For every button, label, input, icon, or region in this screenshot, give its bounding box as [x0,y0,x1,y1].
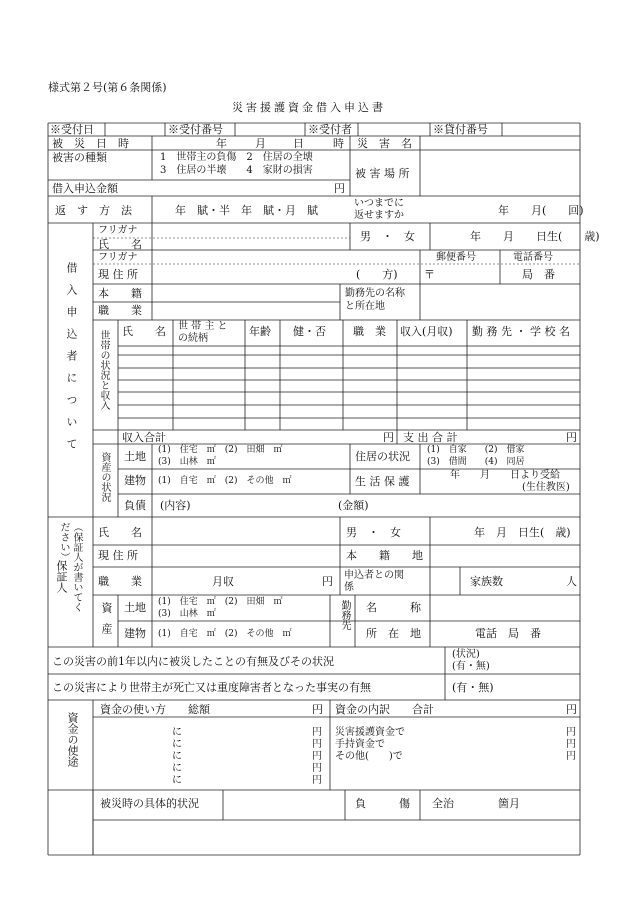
page-title: 災害援護資金借入申込書 [232,101,386,114]
condition-label: 被災時の具体的状況 [100,797,199,810]
applicant-section-label: 借入申込者について [65,262,78,460]
income-total-label: 収入合計 [122,431,166,444]
household-col-workplace: 勤 務 先 ・ 学 校 名 [472,325,570,338]
building-label: 建物 [124,474,146,487]
postal-label: 郵便番号 [436,252,476,263]
death-yesno: (有・無) [452,681,494,694]
household-col-name: 氏 名 [122,325,166,338]
guarantor-work-place-label: 所 在 地 [366,627,421,640]
debt-content: (内容) [160,499,191,512]
people-unit: 人 [566,575,577,588]
land-option: (3) 山林 ㎡ [158,457,216,467]
repay-options: 年 賦・半 年 賦・月 賦 [175,204,318,217]
household-col-income: 収入(月収) [400,325,453,338]
guarantor-honseki-label: 本 籍 地 [346,549,423,562]
address-furigana-label: フリガナ [98,252,138,263]
usage-ni: に [172,739,182,750]
loan-amount-label: 借入申込金額 [52,182,118,195]
guarantor-section-label: （保証人が書いてく [71,522,82,612]
assets-section-label: 資産の状況 [99,452,110,502]
guarantor-assets-label: 資産 [100,602,113,644]
guarantor-work-label: 勤務先 [339,600,350,630]
yen-unit: 円 [566,727,576,738]
yen-unit: 円 [312,775,322,786]
yen-unit: 円 [312,739,322,750]
welfare-value: 年 月 日より受給 [450,470,560,481]
household-col-health: 健・否 [293,325,326,338]
guarantor-gender: 男 ・ 女 [346,526,401,539]
yen-unit: 円 [566,703,577,716]
damage-type-option: 1 世帯主の負傷 2 住居の全壊 [160,152,313,163]
disaster-name-label: 災 害 名 [357,137,412,150]
yen-unit: 円 [383,431,394,444]
received-date-label: ※受付日 [50,123,94,136]
household-col-age: 年齢 [249,325,271,338]
prior-status-label: (状況) [452,649,480,660]
form-id: 様式第２号(第６条関係) [48,81,167,94]
receiver-label: ※受付者 [308,123,352,136]
repay-when-value: 年 月( 回) [498,204,584,217]
address-side: ( 方) [356,268,398,281]
yen-unit: 円 [312,751,322,762]
household-col-job: 職 業 [353,325,386,338]
applicant-furigana-label: フリガナ [98,225,138,236]
usage-how-label: 資金の使い方 総額 [100,703,210,716]
repay-when-label: いつまでに [354,198,404,209]
welfare-type: (生住教医) [522,482,570,493]
guarantor-phone-label: 電話 局 番 [475,627,541,640]
usage-ni: に [172,763,182,774]
guarantor-land-option: (1) 住宅 ㎡ (2) 田畑 ㎡ [158,597,283,607]
yen-unit: 円 [312,727,322,738]
household-col-relation: 世 帯 主 と [178,321,228,332]
household-section-label: 世帯の状況と収入 [98,330,109,410]
honseki-label: 本 籍 [98,287,142,300]
prior-yesno: (有・無) [452,661,490,672]
disaster-datetime-label: 被 災 日 時 [52,137,129,150]
yen-unit: 円 [322,575,333,588]
received-no-label: ※受付番号 [168,123,223,136]
postal-mark: 〒 [424,268,435,281]
guarantor-address-label: 現 住 所 [98,549,138,562]
guarantor-monthly-label: 月収 [212,575,234,588]
debt-amount: (金額) [338,499,369,512]
repay-when-label: 返せますか [354,210,404,221]
damage-type-option: 3 住居の半壊 4 家財の損害 [160,165,313,176]
housing-status-label: 住居の状況 [355,450,410,463]
usage-source: 手持資金で [335,739,385,750]
family-count-label: 家族数 [470,575,503,588]
land-option: (1) 住宅 ㎡ (2) 田畑 ㎡ [158,445,283,455]
guarantor-birth: 年 月 日生( 歳) [474,526,571,539]
workplace-label: と所在地 [345,301,385,312]
death-label: この災害により世帯主が死亡又は重度障害者となった事実の有無 [52,681,371,694]
housing-option: (1) 自家 (2) 借家 [427,445,525,455]
hour-label: 時 [333,137,344,150]
repay-method-label: 返 す 方 法 [55,204,132,217]
year-label: 年 [216,137,227,150]
housing-option: (3) 借間 (4) 同居 [427,457,525,467]
prior-disaster-label: この災害の前1年以内に被災したことの有無及びその状況 [52,655,334,668]
guarantor-work-name-label: 名 称 [366,601,421,614]
debt-label: 負債 [124,499,146,512]
building-option: (1) 自宅 ㎡ (2) その他 ㎡ [158,476,292,486]
applicant-gender: 男 ・ 女 [360,230,415,243]
guarantor-relation-label: 係 [344,582,354,593]
welfare-label: 生 活 保 護 [355,475,410,488]
land-label: 土地 [124,450,146,463]
injury-label: 負 傷 [355,797,410,810]
month-label: 月 [255,137,266,150]
guarantor-building-label: 建物 [124,627,146,640]
usage-breakdown-label: 資金の内訳 合計 [335,703,434,716]
usage-source: その他( )で [335,751,403,762]
cure-label: 全治 [432,797,454,810]
yen-unit: 円 [334,182,345,195]
usage-ni: に [172,727,182,738]
guarantor-name-label: 氏 名 [98,526,142,539]
months-label: 箇月 [498,797,520,810]
usage-ni: に [172,775,182,786]
guarantor-building-option: (1) 自宅 ㎡ (2) その他 ㎡ [158,629,292,639]
usage-source: 災害援護資金で [335,727,405,738]
yen-unit: 円 [312,703,323,716]
expense-total-label: 支 出 合 計 [403,431,458,444]
applicant-birth: 年 月 日生( 歳) [470,230,600,243]
yen-unit: 円 [566,739,576,750]
day-label: 日 [293,137,304,150]
address-label: 現 住 所 [98,268,138,281]
damage-type-label: 被害の種類 [52,151,107,164]
damage-place-label: 被 害 場 所 [355,167,410,180]
guarantor-relation-label: 申込者との関 [344,570,404,581]
usage-ni: に [172,751,182,762]
usage-section-label: 資金の使途 [66,712,79,767]
guarantor-job-label: 職 業 [98,575,142,588]
loan-no-label: ※貸付番号 [433,123,488,136]
workplace-label: 勤務先の名称 [345,288,405,299]
guarantor-land-label: 土地 [124,601,146,614]
job-label: 職 業 [98,304,142,317]
guarantor-section-label: ださい） [58,522,69,562]
applicant-name-label: 氏 名 [98,238,142,251]
yen-unit: 円 [566,751,576,762]
yen-unit: 円 [566,431,577,444]
station-label: 局 番 [522,268,555,281]
household-col-relation: の続柄 [178,333,208,344]
guarantor-land-option: (3) 山林 ㎡ [158,609,216,619]
phone-label: 電話番号 [513,252,553,263]
guarantor-section-label: 保証人 [55,560,68,593]
yen-unit: 円 [312,763,322,774]
